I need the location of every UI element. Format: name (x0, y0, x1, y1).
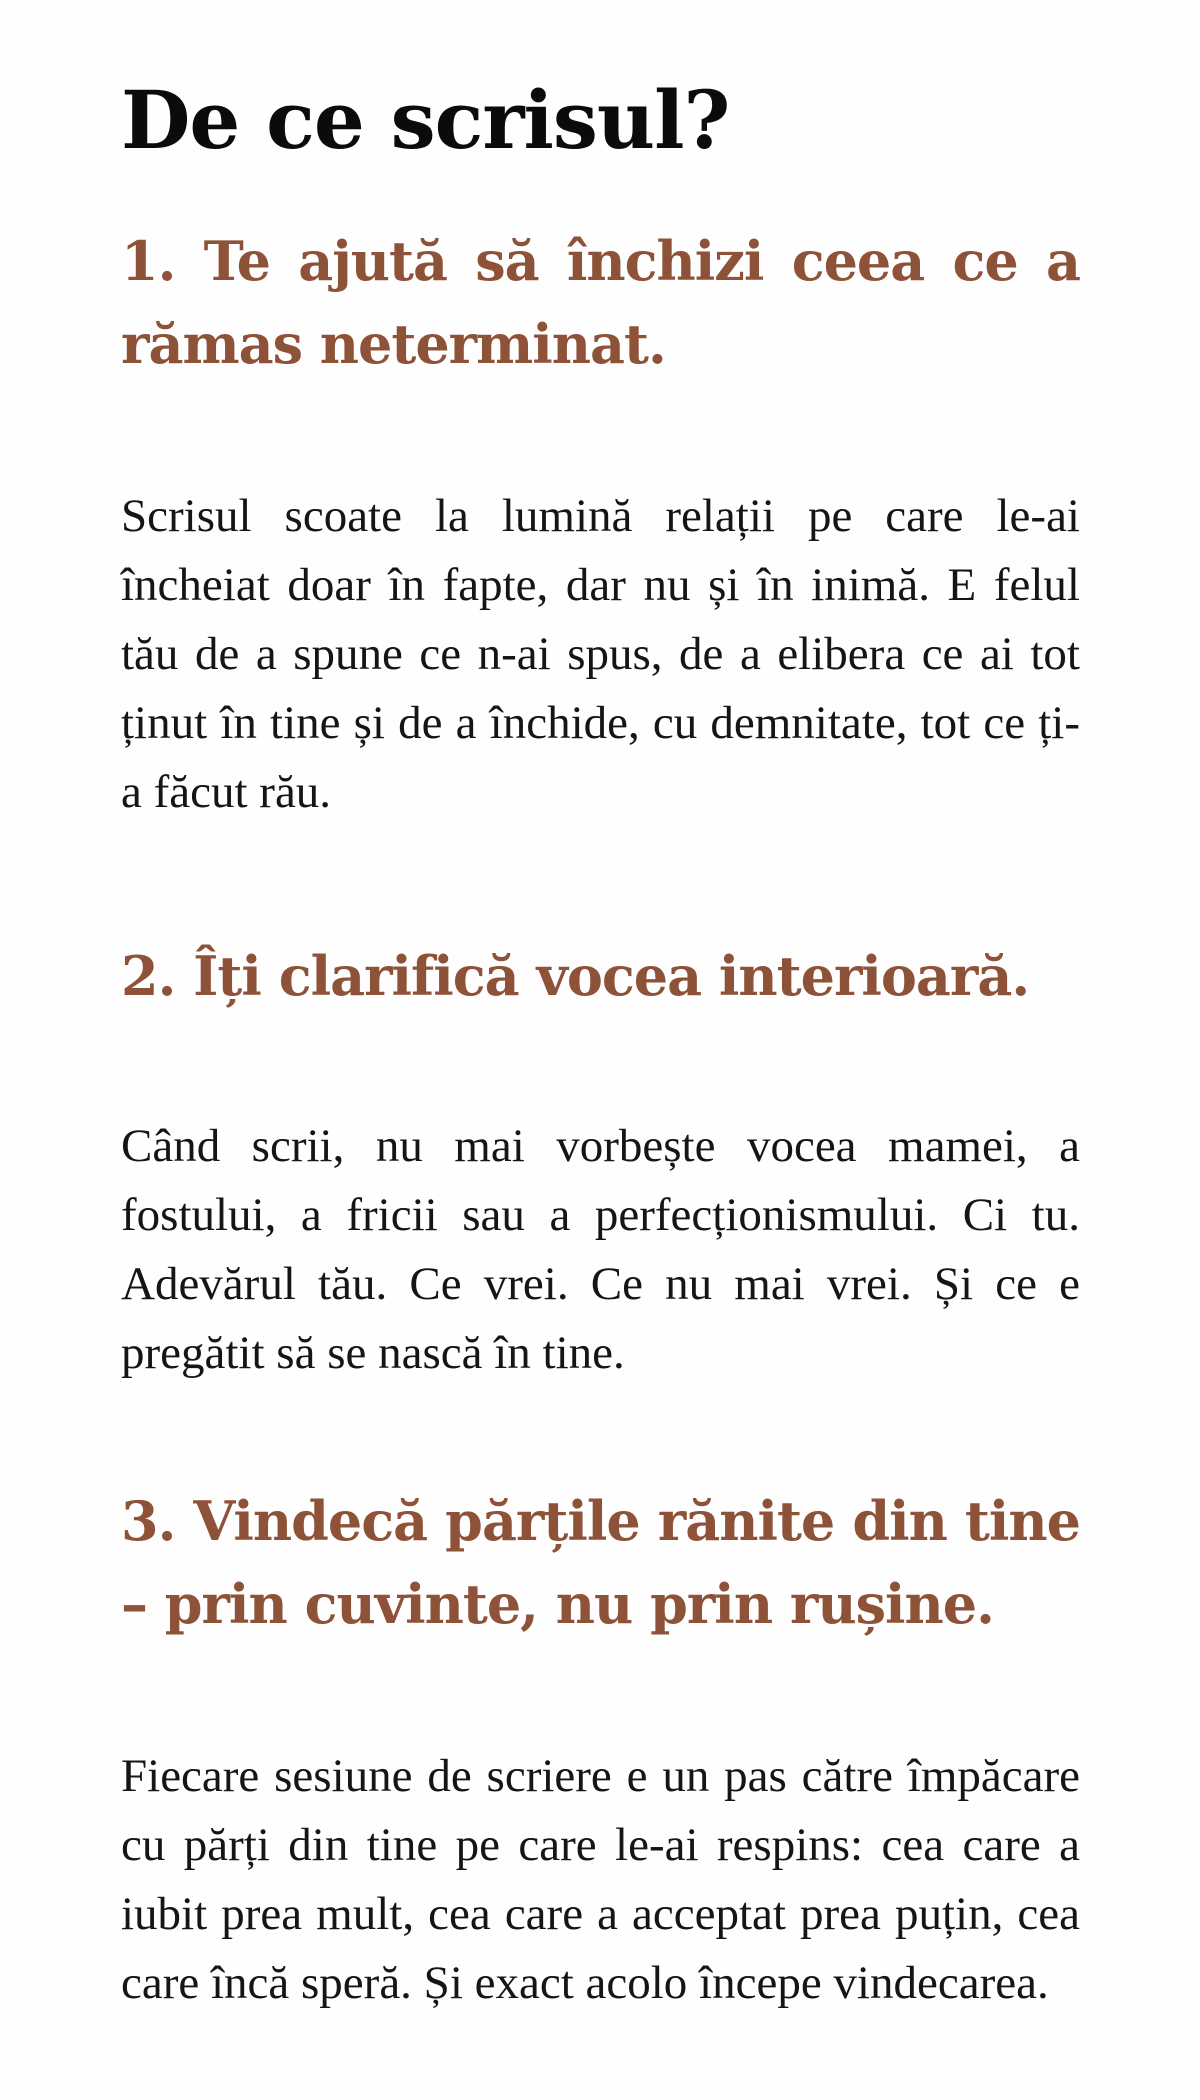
section-heading: 3. Vindecă părțile rănite din tine – prin cuvinte, nu prin rușine. (121, 1489, 1080, 1636)
section-heading: 2. Îți clarifică vocea interioară. (121, 944, 1030, 1008)
section-body: Când scrii, nu mai vorbește vocea mamei, a fostului, a fricii sau a perfecționismului. Ci tu. Adevărul tău. Ce vrei. Ce nu mai vrei. Și ce e pregătit să se nască în tine. (121, 1120, 1080, 1379)
section-body: Scrisul scoate la lumină relații pe care le-ai încheiat doar în fapte, dar nu și în inimă. E felul tău de a spune ce n-ai spus, de a elibera ce ai tot ținut în tine și de a închide, cu demnitate, tot ce ți-a făcut rău. (121, 490, 1080, 818)
section-body: Fiecare sesiune de scriere e un pas către împăcare cu părți din tine pe care le-ai respins: cea care a iubit prea mult, cea care a acceptat prea puțin, cea care încă speră. Și exact acolo începe vindecarea. (121, 1750, 1080, 2009)
section-3 (121, 1480, 1080, 2018)
section-1 (121, 220, 1080, 827)
page-title: De ce scrisul? (121, 73, 730, 167)
section-heading: 1. Te ajută să închizi ceea ce a rămas neterminat. (121, 229, 1080, 376)
section-2 (121, 935, 1080, 1388)
